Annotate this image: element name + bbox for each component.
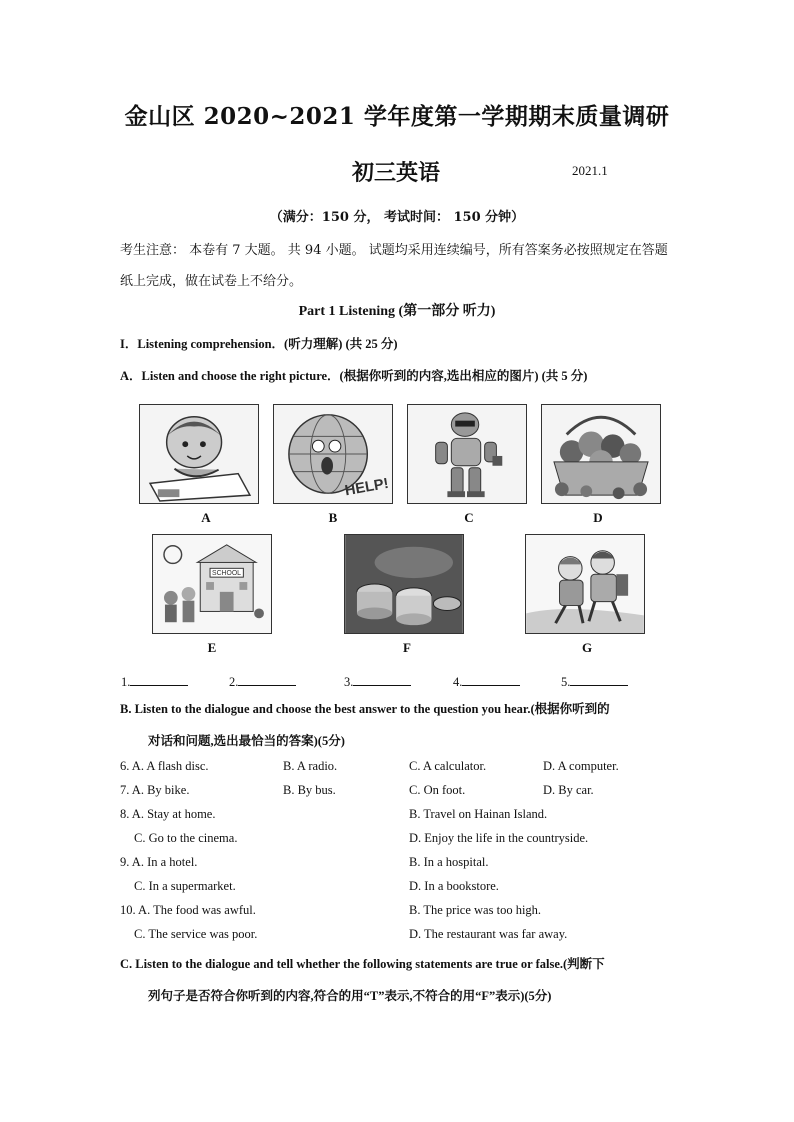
q6-option-c[interactable]: C. A calculator. (409, 759, 487, 773)
vegetable-basket-icon (541, 404, 661, 504)
picture-label-b: B (328, 510, 338, 525)
picture-label-g: G (581, 640, 593, 655)
answer-blank-3[interactable] (344, 674, 411, 690)
picture-label-e: E (207, 640, 217, 655)
girl-drawing-icon (139, 404, 259, 504)
picture-label-d: D (593, 510, 603, 525)
q7-option-d[interactable]: D. By car. (543, 783, 594, 797)
answer-blank-4[interactable] (453, 674, 520, 690)
section-1-heading: I．Listening comprehension．(听力理解) (共 25 分) (120, 337, 398, 351)
svg-text:SCHOOL: SCHOOL (212, 570, 241, 578)
blank-number: 4. (453, 675, 463, 689)
svg-text:HELP!: HELP! (343, 475, 390, 500)
tea-set-icon (344, 534, 464, 634)
exam-date: 2021.1 (572, 163, 608, 178)
school-children-icon (152, 534, 272, 634)
q8-option-b[interactable]: B. Travel on Hainan Island. (409, 807, 548, 821)
score-time-info: （满分：150 分， 考试时间： 150 分钟） (269, 210, 525, 225)
q9-option-d[interactable]: D. In a bookstore. (409, 879, 499, 893)
q7-option-c[interactable]: C. On foot. (409, 783, 466, 797)
answer-blank-5[interactable] (561, 674, 628, 690)
blank-number: 5. (561, 675, 571, 689)
section-b-heading: B. Listen to the dialogue and choose the best answer to the question you hear.(根据你听到的 (120, 702, 610, 716)
answer-blank-2[interactable] (229, 674, 296, 690)
globe-help-icon (273, 404, 393, 504)
exam-notice: 考生注意： 本卷有 7 大题。 共 94 小题。 试题均采用连续编号，所有答案务必按照规定在答题纸上完成，做在试卷上不给分。 (120, 243, 668, 289)
picture-label-c: C (464, 510, 474, 525)
q7-option-a[interactable]: 7. A. By bike. (120, 783, 190, 797)
q6-option-a[interactable]: 6. A. A flash disc. (120, 759, 209, 773)
q7-option-b[interactable]: B. By bus. (283, 783, 336, 797)
q9-option-c[interactable]: C. In a supermarket. (134, 879, 236, 893)
section-c-heading-cont: 列句子是否符合你听到的内容,符合的用“T”表示,不符合的用“F”表示)(5分) (148, 989, 552, 1003)
kids-hiking-icon (525, 534, 645, 634)
q10-option-c[interactable]: C. The service was poor. (134, 927, 258, 941)
q8-option-a[interactable]: 8. A. Stay at home. (120, 807, 216, 821)
picture-label-a: A (201, 510, 211, 525)
q10-option-a[interactable]: 10. A. The food was awful. (120, 903, 256, 917)
q6-option-d[interactable]: D. A computer. (543, 759, 619, 773)
answer-blank-1[interactable] (121, 674, 188, 690)
q8-option-c[interactable]: C. Go to the cinema. (134, 831, 238, 845)
q9-option-a[interactable]: 9. A. In a hotel. (120, 855, 198, 869)
section-c-heading: C. Listen to the dialogue and tell whether the following statements are true or false.(判断下 (120, 957, 605, 971)
picture-label-f: F (403, 640, 411, 655)
q8-option-d[interactable]: D. Enjoy the life in the countryside. (409, 831, 589, 845)
q10-option-b[interactable]: B. The price was too high. (409, 903, 542, 917)
blank-number: 2. (229, 675, 239, 689)
q9-option-b[interactable]: B. In a hospital. (409, 855, 489, 869)
blank-number: 1. (121, 675, 131, 689)
q10-option-d[interactable]: D. The restaurant was far away. (409, 927, 568, 941)
section-a-heading: A．Listen and choose the right picture．(根据你听到的内容,选出相应的图片) (共 5 分) (120, 369, 588, 383)
blank-number: 3. (344, 675, 354, 689)
q6-option-b[interactable]: B. A radio. (283, 759, 338, 773)
part1-title: Part 1 Listening (第一部分 听力) (298, 304, 496, 319)
robot-icon (407, 404, 527, 504)
page-title: 金山区 2020~2021 学年度第一学期期末质量调研 (124, 103, 670, 130)
subject-title: 初三英语 (352, 160, 441, 186)
section-b-heading-cont: 对话和问题,选出最恰当的答案)(5分) (148, 734, 345, 748)
